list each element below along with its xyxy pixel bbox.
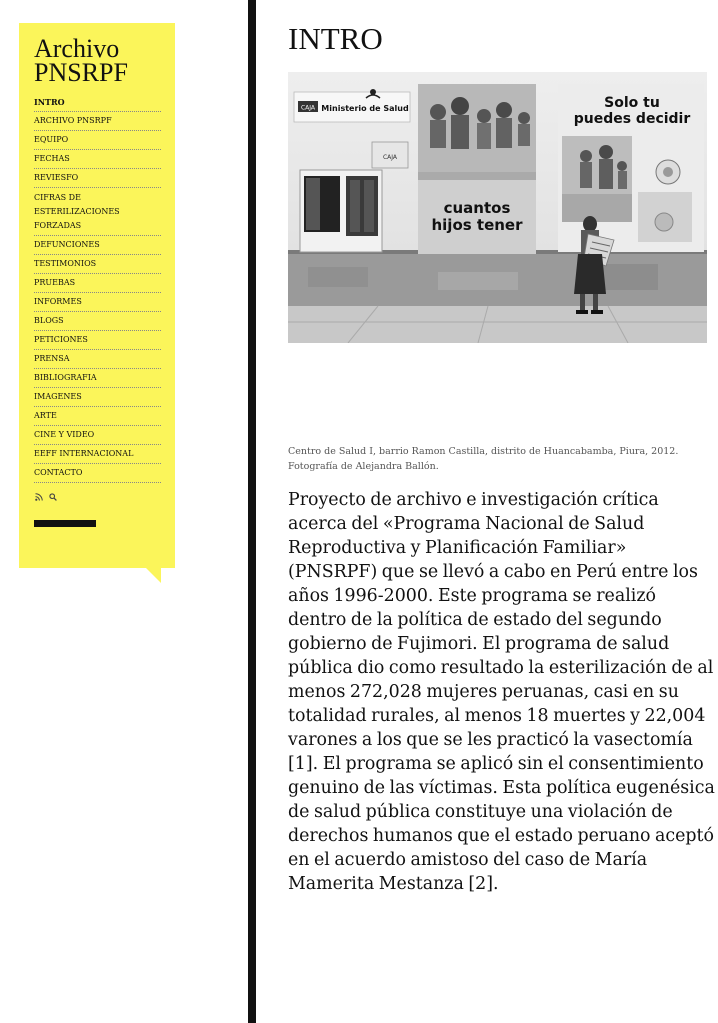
nav-item-arte[interactable]: ARTE: [34, 407, 161, 426]
nav-item-equipo[interactable]: EQUIPO: [34, 131, 161, 150]
mural-right-line1: Solo tu: [604, 95, 660, 111]
site-title-line1[interactable]: Archivo: [34, 34, 120, 63]
nav-item-contacto[interactable]: CONTACTO: [34, 464, 161, 483]
rss-icon[interactable]: [34, 492, 44, 502]
sidebar-accent-bar: [34, 520, 96, 527]
sign-caja-text: CAJA: [300, 104, 316, 112]
sign-ministerio-text: Ministerio de Salud: [321, 104, 409, 113]
intro-body-text: Proyecto de archivo e investigación crítica acerca del «Programa Nacional de Salud Reproductiva y Planificación Familiar» (PNSRPF) que se llevó a cabo en Perú entre los años 1996-2000. Este programa se realizó dentro de la política de estado del segundo gobierno de Fujimori. El programa de salud pública dio como resultado la esterilización de al menos 272,028 mujeres peruanas, casi en su totalidad rurales, al menos 18 muertes y 22,004 varones a los que se les practicó la vasectomía [1]. El programa se aplicó sin el consentimiento genuino de las víctimas. Esta política eugenésica de salud pública constituye una violación de derechos humanos que el estado peruano aceptó en el acuerdo amistoso del caso de María Mamerita Mestanza [2].: [288, 490, 715, 894]
search-icon[interactable]: [48, 492, 58, 502]
vertical-divider: [248, 0, 256, 1023]
nav-item-intro[interactable]: INTRO: [34, 97, 161, 112]
page-title: INTRO: [288, 21, 383, 56]
window-caja-text: CAJA: [382, 154, 398, 161]
sidebar: [19, 23, 175, 568]
nav-item-eeff-internacional[interactable]: EEFF INTERNACIONAL: [34, 445, 161, 464]
mural-left-line1: cuantos: [443, 199, 511, 217]
mural-right-line2: puedes decidir: [573, 111, 691, 127]
nav-item-defunciones[interactable]: DEFUNCIONES: [34, 236, 161, 255]
nav-item-pruebas[interactable]: PRUEBAS: [34, 274, 161, 293]
nav-item-blogs[interactable]: BLOGS: [34, 312, 161, 331]
nav-item-archivo-pnsrpf[interactable]: ARCHIVO PNSRPF: [34, 112, 161, 131]
mural-left-line2: hijos tener: [431, 216, 523, 234]
site-title[interactable]: [34, 34, 160, 87]
nav-item-prensa[interactable]: PRENSA: [34, 350, 161, 369]
main-content: [288, 0, 715, 896]
main-nav: [34, 97, 161, 483]
nav-item-imagenes[interactable]: IMAGENES: [34, 388, 161, 407]
photo-caption: Centro de Salud I, barrio Ramon Castilla, distrito de Huancabamba, Piura, 2012. Fotografía de Alejandra Ballón.: [288, 446, 679, 472]
nav-item-cine-y-video[interactable]: CINE Y VIDEO: [34, 426, 161, 445]
site-title-line2[interactable]: PNSRPF: [34, 58, 128, 87]
nav-item-bibliografia[interactable]: BIBLIOGRAFIA: [34, 369, 161, 388]
nav-item-reviesfo[interactable]: REVIESFO: [34, 169, 161, 188]
sidebar-icons: [34, 492, 160, 502]
nav-item-informes[interactable]: INFORMES: [34, 293, 161, 312]
nav-item-fechas[interactable]: FECHAS: [34, 150, 161, 169]
nav-item-testimonios[interactable]: TESTIMONIOS: [34, 255, 161, 274]
nav-item-cifras[interactable]: CIFRAS DE ESTERILIZACIONES FORZADAS: [34, 188, 161, 236]
intro-photo[interactable]: [288, 72, 707, 343]
nav-item-peticiones[interactable]: PETICIONES: [34, 331, 161, 350]
